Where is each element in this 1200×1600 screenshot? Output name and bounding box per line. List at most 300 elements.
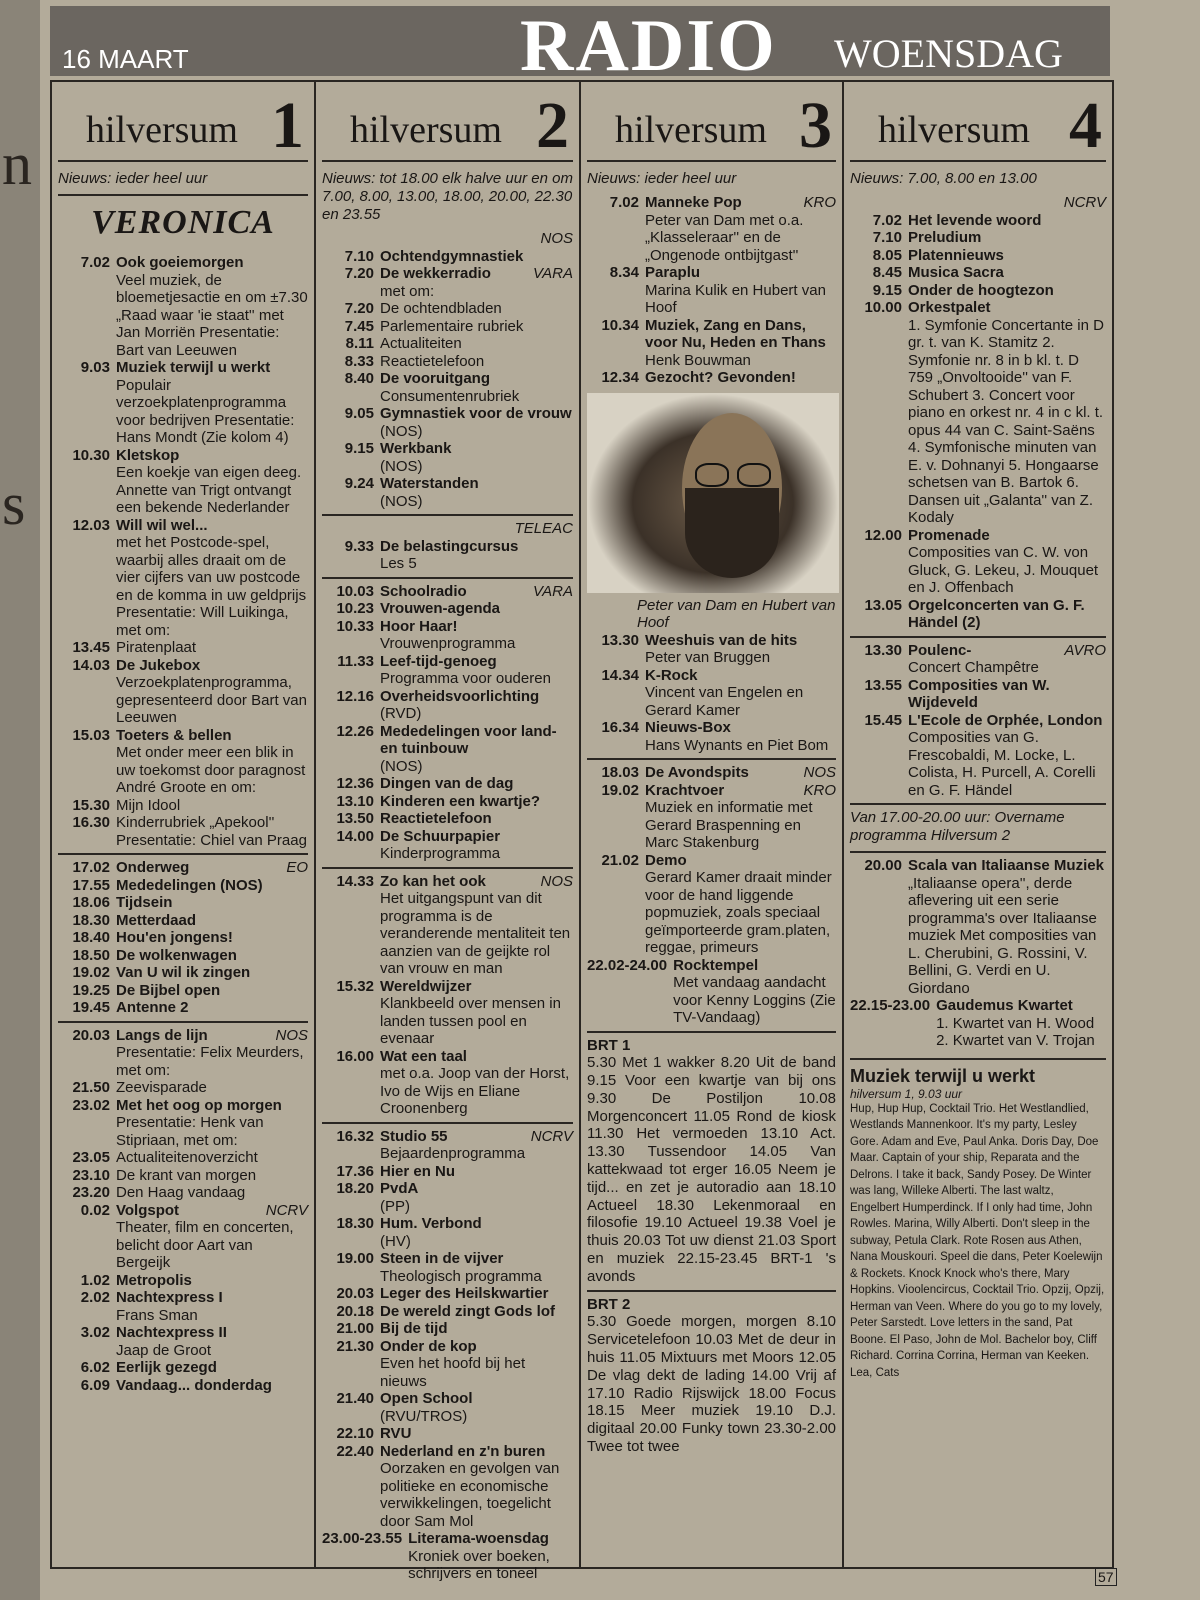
program-desc: met o.a. Joop van der Horst, Ivo de Wijs en Eliane Croonenberg	[380, 1065, 570, 1117]
program-time: 20.03	[336, 1285, 374, 1302]
program-list	[850, 194, 1106, 632]
program-row	[58, 517, 308, 640]
program-title: Hou'en jongens!	[116, 929, 233, 946]
program-row	[587, 194, 836, 264]
program-time: 15.30	[72, 796, 110, 814]
program-time: 7.20	[344, 300, 374, 317]
brt2-title: BRT 2	[587, 1295, 631, 1313]
program-desc: Composities van G. Frescobaldi, M. Locke, L. Colista, H. Purcell, A. Corelli en G. F. Händel	[908, 729, 1096, 799]
program-row	[850, 247, 1106, 265]
program-time: 8.11	[345, 335, 374, 352]
program-row	[322, 520, 573, 538]
program-desc: Actualiteiten	[380, 335, 462, 352]
presenters-photo	[587, 393, 839, 593]
brt1-text: 5.30 Met 1 wakker 8.20 Uit de band 9.15 Voor een kwartje van bij ons 9.30 De Postiljon 10.08 Morgenconcert 11.05 Rond de kiosk 11.30 Het vermoeden 13.10 Act. 13.30 Tussendoor 14.05 Van kattekwaad tot erger 16.05 Neem je tijd... en zet je autoradio aan 18.10 Actueel 18.30 Lekenmoraal en filosofie 19.10 Actueel 19.38 Voel je thuis 20.03 Tot uw dienst 21.03 Sport en muziek 22.15-23.45 BRT-1 's avonds	[587, 1054, 836, 1285]
program-row	[322, 583, 573, 601]
program-row	[322, 265, 573, 300]
header-date: 16 MAART	[62, 44, 189, 74]
program-desc: (RVD)	[380, 705, 422, 722]
program-title: Muziek, Zang en Dans, voor Nu, Heden en Thans	[645, 316, 826, 351]
program-desc: Composities van C. W. von Gluck, G. Lekeu, J. Mouquet en J. Offenbach	[908, 544, 1099, 596]
program-time: 7.02	[872, 211, 902, 229]
playlist-text: Hup, Hup Hup, Cocktail Trio. Het Westlandlied, Westlands Mannenkoor. It's my party, Lesley Gore. Adam and Eve, Paul Anka. Doris Day, Doe Maar. Captain of your ship, Reparata and the Delrons. I take it back, Sandy Posey. De Winter was lang, Willeke Alberti. The last waltz, Engelbert Humperdinck. If I only had time, John Rowles. Marina, Willy Alberti. Don't sleep in the subway, Petula Clark. Rote Rosen aus Athen, Nana Mouskouri. Speel die dans, Peter Koelewijn & Rockets. Knock Knock who's there, Mary Hopkins. Vioolencircus, Cocktail Trio. Opzij, Opzij, Herman van Veen. Where do you go to my lovely, Peter Sarstedt. Love letters in the sand, Pat Boone. El Paso, John de Mol. Bachelor boy, Cliff Richard. Corrina Corrina, Herman van Keeken. Lea, Cats	[850, 1102, 1105, 1379]
program-row	[322, 723, 573, 776]
program-row	[322, 810, 573, 828]
program-time: 21.50	[72, 1079, 110, 1096]
column-header	[587, 82, 836, 162]
column-hilversum-1	[52, 82, 314, 1567]
adjacent-page-fragment: n	[2, 131, 32, 197]
program-time: 12.00	[864, 526, 902, 544]
program-title: De wolkenwagen	[116, 946, 237, 964]
program-title: Rocktempel	[673, 956, 759, 974]
program-row	[58, 929, 308, 947]
brt1-title: BRT 1	[587, 1036, 631, 1054]
column-hilversum-4	[842, 82, 1112, 1567]
program-row	[58, 964, 308, 982]
program-time: 22.15-23.00	[850, 997, 931, 1014]
program-time: 8.05	[872, 246, 902, 264]
program-time: 12.34	[601, 369, 639, 386]
program-row	[850, 642, 1106, 677]
program-row	[58, 1097, 308, 1150]
program-title: Manneke Pop	[645, 194, 742, 211]
program-time: 14.00	[336, 827, 374, 845]
program-time: 8.33	[344, 352, 374, 370]
program-time: 19.45	[72, 999, 110, 1016]
program-row	[322, 1338, 573, 1391]
program-row	[322, 1443, 573, 1531]
program-title: Langs de lijn	[116, 1026, 208, 1044]
program-row	[587, 957, 836, 1027]
program-desc: Actualiteitenoverzicht	[116, 1149, 258, 1166]
program-time: 7.02	[609, 194, 639, 211]
program-row	[322, 475, 573, 510]
program-row	[58, 254, 308, 359]
program-desc: Programma voor ouderen	[380, 670, 551, 687]
program-title: Onder de kop	[380, 1337, 477, 1355]
program-time: 18.50	[72, 946, 110, 964]
program-row	[58, 657, 308, 727]
broadcaster: TELEAC	[514, 520, 573, 537]
program-title: Mededelingen (NOS)	[116, 876, 263, 894]
program-desc: Met onder meer een blik in uw toekomst door paragnost André Groote en om:	[116, 744, 306, 796]
station-number: 3	[799, 89, 832, 162]
program-time: 2.02	[80, 1289, 110, 1306]
program-title: Kinderen een kwartje?	[380, 792, 541, 810]
program-row	[322, 1180, 573, 1215]
program-title: Onderweg	[116, 859, 190, 876]
playlist-box	[850, 1058, 1106, 1382]
program-desc: Bejaardenprogramma	[380, 1145, 526, 1162]
broadcaster: AVRO	[1064, 641, 1106, 659]
program-time: 1.02	[80, 1271, 110, 1289]
program-time: 6.02	[80, 1359, 110, 1376]
program-desc: Theologisch programma	[380, 1267, 542, 1285]
program-time: 18.30	[336, 1215, 374, 1232]
playlist-subtitle: hilversum 1, 9.03 uur	[850, 1086, 963, 1101]
program-desc: Kroniek over boeken, schrijvers en toneel	[408, 1547, 550, 1582]
program-title: Vandaag... donderdag	[116, 1376, 272, 1394]
program-row	[58, 1359, 308, 1377]
program-desc: Den Haag vandaag	[116, 1184, 246, 1201]
program-desc: „Italiaanse opera'', derde aflevering uit een serie programma's over Italiaanse muziek Met composities van L. Cherubini, G. Rossini, V. Bellini, G. Verdi en U. Giordano	[908, 874, 1097, 997]
program-row	[58, 1289, 308, 1324]
program-title: Musica Sacra	[908, 264, 1004, 281]
program-row	[58, 1027, 308, 1080]
news-info: Nieuws: ieder heel uur	[587, 170, 737, 187]
program-row	[850, 229, 1106, 247]
program-desc: Peter van Bruggen	[645, 649, 771, 666]
program-title: Leger des Heilskwartier	[380, 1285, 549, 1302]
program-row	[58, 894, 308, 912]
program-desc: Mijn Idool	[116, 796, 181, 814]
program-time: 7.02	[80, 254, 110, 271]
program-title: Werkbank	[380, 440, 452, 457]
station-name: hilversum	[350, 109, 502, 151]
brt1-section	[587, 1037, 836, 1286]
program-list-3	[322, 873, 573, 1118]
program-time: 20.18	[336, 1302, 374, 1320]
program-desc: met het Postcode-spel, waarbij alles draait om de vier cijfers van uw postcode en de komma in uw geldprijs Presentatie: Will Luikinga, met om:	[116, 534, 307, 639]
program-desc: Henk Bouwman	[645, 351, 751, 369]
program-time: 16.00	[336, 1047, 374, 1065]
program-time: 23.00-23.55	[322, 1530, 403, 1547]
program-title: Krachtvoer	[645, 781, 725, 799]
program-title: De Jukebox	[116, 656, 201, 674]
program-time: 16.34	[601, 719, 639, 736]
program-time: 21.40	[336, 1390, 374, 1407]
program-title: De Avondspits	[645, 764, 749, 781]
program-title: Paraplu	[645, 264, 701, 281]
program-desc: Veel muziek, de bloemetjesactie en om ±7.30 „Raad waar 'ie staat'' met Jan Morriën Presentatie: Bart van Leeuwen	[116, 271, 308, 359]
program-desc: (RVU/TROS)	[380, 1407, 468, 1425]
program-time: 9.15	[344, 440, 374, 457]
program-title: De vooruitgang	[380, 370, 491, 387]
station-name: hilversum	[878, 109, 1030, 151]
program-title: Weeshuis van de hits	[645, 631, 798, 649]
program-title: Nachtexpress II	[116, 1324, 227, 1341]
program-row	[322, 230, 573, 248]
program-title: PvdA	[380, 1180, 419, 1197]
program-row	[322, 1303, 573, 1321]
program-time: 17.55	[72, 876, 110, 894]
broadcaster: NOS	[803, 764, 836, 781]
program-time: 18.30	[72, 911, 110, 929]
adjacent-page-fragment-2: s	[2, 471, 26, 537]
program-row	[322, 653, 573, 688]
station-number: 2	[536, 89, 569, 162]
program-desc: Parlementaire rubriek	[380, 317, 524, 335]
program-row	[58, 727, 308, 797]
program-time: 18.20	[336, 1180, 374, 1197]
program-time: 23.02	[72, 1096, 110, 1114]
program-row	[587, 632, 836, 667]
program-time: 14.03	[72, 656, 110, 674]
program-title: Metterdaad	[116, 911, 197, 929]
broadcaster: NCRV	[1063, 194, 1106, 211]
program-title: Onder de hoogtezon	[908, 281, 1054, 299]
program-list-night	[58, 1027, 308, 1395]
program-time: 18.03	[601, 764, 639, 781]
program-time: 10.00	[864, 299, 902, 316]
program-title: Demo	[645, 851, 687, 869]
program-row	[850, 677, 1106, 712]
program-desc: Gerard Kamer draait minder voor de hand liggende popmuziek, zoals speciaal geïmporteerde gram.platen, reggae, primeurs	[645, 869, 832, 956]
program-time: 9.33	[344, 537, 374, 555]
program-list-2	[322, 583, 573, 863]
program-title: K-Rock	[645, 666, 698, 684]
program-time: 18.06	[72, 894, 110, 911]
program-row	[58, 1324, 308, 1359]
program-desc: Kinderprogramma	[380, 845, 501, 862]
program-time: 21.30	[336, 1337, 374, 1355]
program-row	[58, 1167, 308, 1185]
program-title: Poulenc-	[908, 641, 972, 659]
program-time: 9.24	[344, 475, 374, 492]
program-time: 18.40	[72, 929, 110, 946]
program-time: 22.10	[336, 1425, 374, 1442]
program-desc: Consumentenrubriek	[380, 387, 520, 405]
program-title: Kletskop	[116, 446, 180, 464]
program-time: 23.10	[72, 1166, 110, 1184]
program-row	[58, 1272, 308, 1290]
program-list	[322, 230, 573, 510]
program-desc: (PP)	[380, 1197, 410, 1215]
program-time: 12.16	[336, 687, 374, 705]
program-row	[322, 1163, 573, 1181]
program-time: 21.00	[336, 1320, 374, 1337]
program-row	[322, 775, 573, 793]
program-time: 22.40	[336, 1442, 374, 1460]
program-time: 17.36	[336, 1162, 374, 1180]
program-row	[587, 264, 836, 317]
program-row	[322, 688, 573, 723]
program-desc: Klankbeeld over mensen in landen tussen pool en evenaar	[380, 995, 561, 1047]
program-time: 7.20	[344, 265, 374, 282]
program-row	[58, 447, 308, 517]
program-time: 16.30	[72, 814, 110, 831]
program-row	[322, 793, 573, 811]
program-title: De Schuurpapier	[380, 827, 501, 845]
program-time	[850, 194, 908, 212]
program-title: Wat een taal	[380, 1047, 467, 1065]
program-row	[322, 618, 573, 653]
program-title: De belastingcursus	[380, 537, 519, 555]
program-row	[58, 1377, 308, 1395]
program-desc: 1. Symfonie Concertante in D gr. t. van K. Stamitz 2. Symfonie nr. 8 in b kl. t. D 759 „Onvoltooide'' van F. Schubert 3. Concert voor piano en orkest nr. 4 in c kl. t. opus 44 van C. Saint-Saëns 4. Symfonische minuten van E. v. Dohnanyi 5. Hongaarse schetsen van B. Bartok 6. Dansen uit „Galanta'' van Z. Kodaly	[908, 316, 1104, 526]
program-row	[322, 1320, 573, 1338]
program-time: 20.00	[864, 857, 902, 874]
page-number: 57	[1095, 1568, 1117, 1586]
program-row	[322, 1250, 573, 1285]
program-list-2	[850, 642, 1106, 800]
program-desc: Verzoekplatenprogramma, gepresenteerd door Bart van Leeuwen	[116, 674, 307, 726]
takeover-note: Van 17.00-20.00 uur: Overname programma Hilversum 2	[850, 809, 1065, 844]
program-title: Open School	[380, 1390, 473, 1407]
station-name: hilversum	[86, 109, 238, 151]
program-row	[58, 877, 308, 895]
program-row	[850, 597, 1106, 632]
program-row	[58, 1202, 308, 1272]
program-time: 20.03	[72, 1026, 110, 1044]
program-row	[58, 1184, 308, 1202]
program-time: 22.02-24.00	[587, 956, 668, 974]
program-title: Eerlijk gezegd	[116, 1359, 217, 1376]
program-desc: Les 5	[380, 555, 417, 572]
broadcaster: VARA	[532, 265, 573, 282]
program-list-3	[587, 764, 836, 1027]
program-time: 0.02	[80, 1201, 110, 1219]
program-row	[587, 369, 836, 387]
station-number: 4	[1069, 89, 1102, 162]
program-time: 23.05	[72, 1149, 110, 1166]
program-desc: Vrouwenprogramma	[380, 635, 516, 652]
program-title: Mededelingen voor land- en tuinbouw	[380, 722, 557, 757]
program-time: 15.32	[336, 977, 374, 995]
program-row	[850, 212, 1106, 230]
broadcaster: NOS	[540, 872, 573, 890]
program-desc: (NOS)	[380, 757, 423, 775]
program-row	[587, 852, 836, 957]
column-hilversum-2	[314, 82, 579, 1582]
program-title: Vrouwen-agenda	[380, 600, 501, 617]
program-row	[58, 912, 308, 930]
program-title: Will wil wel...	[116, 516, 208, 534]
program-title: Metropolis	[116, 1271, 192, 1289]
program-title: Scala van Italiaanse Muziek	[908, 857, 1104, 874]
program-row	[850, 527, 1106, 597]
column-hilversum-3	[579, 82, 842, 1567]
program-row	[322, 353, 573, 371]
program-row	[322, 370, 573, 405]
program-row	[322, 978, 573, 1048]
program-time: 6.09	[80, 1376, 110, 1394]
program-title: Platennieuws	[908, 246, 1004, 264]
program-row	[322, 405, 573, 440]
program-time: 19.02	[601, 781, 639, 799]
program-row	[322, 1530, 573, 1583]
program-title: Ook goeiemorgen	[116, 254, 244, 271]
program-row	[850, 264, 1106, 282]
program-time: 21.02	[601, 851, 639, 869]
program-desc: Reactietelefoon	[380, 352, 485, 370]
program-time: 12.36	[336, 775, 374, 792]
program-title: Muziek terwijl u werkt	[116, 359, 271, 376]
page-header	[50, 5, 1110, 87]
broadcaster: VARA	[532, 582, 573, 600]
program-row	[322, 828, 573, 863]
program-time: 9.05	[344, 405, 374, 422]
program-desc: De krant van morgen	[116, 1166, 257, 1184]
program-title: Wereldwijzer	[380, 977, 472, 995]
program-row	[322, 1285, 573, 1303]
program-time: 16.32	[336, 1127, 374, 1145]
program-row	[322, 300, 573, 318]
program-desc: Met vandaag aandacht voor Kenny Loggins (Zie TV-Vandaag)	[673, 974, 836, 1026]
program-list-2	[587, 632, 836, 755]
program-row	[322, 335, 573, 353]
program-title: Dingen van de dag	[380, 775, 514, 792]
program-time: 12.03	[72, 516, 110, 534]
program-desc: (NOS)	[380, 492, 423, 510]
program-title: L'Ecole de Orphée, London	[908, 711, 1103, 729]
program-title: Studio 55	[380, 1127, 448, 1145]
program-desc: Marina Kulik en Hubert van Hoof	[645, 281, 826, 316]
column-header	[850, 82, 1106, 162]
program-time: 13.10	[336, 792, 374, 810]
program-time: 14.34	[601, 666, 639, 684]
program-time: 13.30	[864, 641, 902, 659]
program-title: Tijdsein	[116, 894, 173, 911]
program-row	[322, 440, 573, 475]
program-title: Composities van W. Wijdeveld	[908, 676, 1050, 711]
broadcaster: KRO	[803, 781, 836, 799]
column-header	[58, 82, 308, 162]
program-title: De wekkerradio	[380, 265, 491, 282]
program-time: 14.33	[336, 872, 374, 890]
program-time: 13.50	[336, 810, 374, 827]
program-title: Nachtexpress I	[116, 1289, 223, 1306]
program-time: 10.34	[601, 316, 639, 334]
program-title: Gezocht? Gevonden!	[645, 369, 796, 386]
program-row	[850, 299, 1106, 527]
program-desc: Het uitgangspunt van dit programma is de veranderende mentaliteit ten aanzien van de geijkte rol van vrouw en man	[380, 890, 571, 977]
program-list-4	[322, 1128, 573, 1583]
program-desc: (HV)	[380, 1232, 411, 1250]
program-row	[58, 797, 308, 815]
program-desc: met om:	[380, 282, 435, 300]
program-title: Gymnastiek voor de vrouw	[380, 405, 572, 422]
program-desc: Jaap de Groot	[116, 1341, 212, 1359]
program-title: Orgelconcerten van G. F. Händel (2)	[908, 596, 1085, 631]
program-time: 9.03	[80, 359, 110, 376]
program-title: Literama-woensdag	[408, 1530, 549, 1547]
header-day: WOENSDAG	[834, 31, 1063, 76]
program-title: Waterstanden	[380, 475, 479, 492]
brt2-text: 5.30 Goede morgen, morgen 8.10 Servicetelefoon 10.03 Met de deur in huis 11.05 Mixtuurs met Moors 12.05 De vlag dekt de lading 14.00 Vrij af 17.10 Radio Rijswijck 18.00 Focus 18.15 Meer muziek 19.10 D.J. digitaal 20.00 Funky town 23.30-2.00 Twee tot twee	[587, 1313, 836, 1456]
program-time: 8.34	[609, 264, 639, 281]
program-row	[850, 712, 1106, 800]
broadcaster: KRO	[803, 194, 836, 211]
program-title: Steen in de vijver	[380, 1250, 504, 1267]
program-time: 12.26	[336, 722, 374, 740]
program-list	[587, 194, 836, 387]
program-time: 13.05	[864, 596, 902, 614]
program-desc: Muziek en informatie met Gerard Braspenning en Marc Stakenburg	[645, 799, 813, 851]
program-desc: Peter van Dam met o.a. „Klasseleraar'' en de „Ongenode ontbijtgast''	[645, 211, 804, 264]
program-desc: De ochtendbladen	[380, 300, 502, 317]
program-row	[58, 1079, 308, 1097]
program-time: 13.55	[864, 676, 902, 694]
program-title: Promenade	[908, 526, 990, 544]
program-desc: Oorzaken en gevolgen van politieke en economische verwikkelingen, toegelicht door Sam Mol	[380, 1460, 560, 1530]
program-row	[58, 359, 308, 447]
broadcaster: NCRV	[265, 1201, 308, 1219]
program-list-eo	[58, 859, 308, 1017]
program-time: 7.45	[344, 317, 374, 335]
program-title: De Bijbel open	[116, 981, 221, 999]
program-desc: Piratenplaat	[116, 639, 197, 656]
program-time: 8.45	[872, 264, 902, 281]
broadcaster: NOS	[540, 230, 573, 247]
news-info: Nieuws: 7.00, 8.00 en 13.00	[850, 170, 1037, 187]
program-desc: Zeevisparade	[116, 1079, 207, 1096]
program-time: 9.15	[872, 281, 902, 299]
broadcaster: NCRV	[530, 1127, 573, 1145]
program-row	[58, 999, 308, 1017]
photo-caption: Peter van Dam en Hubert van Hoof	[637, 596, 836, 631]
